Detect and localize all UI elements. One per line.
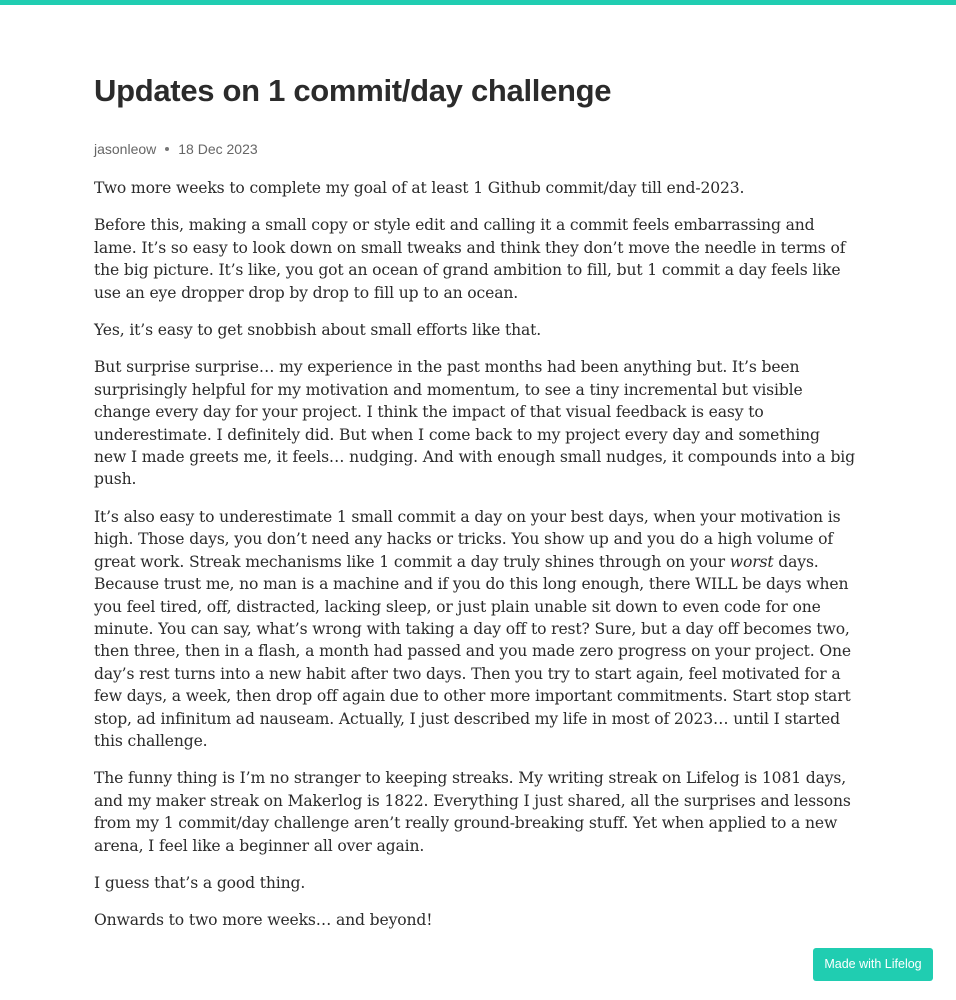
paragraph: Before this, making a small copy or style edit and calling it a commit feels embarrassing and lame. It’s so easy to look down on small tweaks and think they don’t move the needle in terms of the big picture. It’s like, you got an ocean of grand ambition to fill, but 1 commit a day feels like use an eye dropper drop by drop to fill up to an ocean. [94,216,846,302]
paragraph-text: It’s also easy to underestimate 1 small commit a day on your best days, when your motivation is high. Those days, you don’t need any hacks or tricks. You show up and you do a high volume of great work. Streak mechanisms like 1 commit a day truly shines through on your [94,507,841,571]
post-meta [94,140,856,158]
made-with-lifelog-button[interactable]: Made with Lifelog [813,948,933,981]
post-body [94,177,856,932]
post-article [94,70,856,947]
meta-separator-dot [165,147,169,151]
paragraph: Onwards to two more weeks… and beyond! [94,911,433,930]
paragraph: I guess that’s a good thing. [94,873,306,892]
post-date: 18 Dec 2023 [178,141,258,157]
top-accent-bar [0,0,956,5]
emphasis-text: worst [729,552,774,571]
paragraph: But surprise surprise… my experience in the past months had been anything but. It’s been surprisingly helpful for my motivation and momentum, to see a tiny incremental but visible change every day for your project. I think the impact of that visual feedback is easy to underestimate. I definitely did. But when I come back to my project every day and something new I made greets me, it feels… nudging. And with enough small nudges, it compounds into a big push. [94,358,855,489]
paragraph-text: days. Because trust me, no man is a machine and if you do this long enough, there WILL be days when you feel tired, off, distracted, lacking sleep, or just plain unable sit down to even code for one minute. You can say, what’s wrong with taking a day off to rest? Sure, but a day off becomes two, then three, then in a flash, a month had passed and you made zero progress on your project. One day’s rest turns into a new habit after two days. Then you try to start again, feel motivated for a few days, a week, then drop off again due to other more important commitments. Start stop start stop, ad infinitum ad nauseam. Actually, I just described my life in most of 2023… until I started this challenge. [94,552,852,750]
post-title: Updates on 1 commit/day challenge [94,73,612,108]
post-author[interactable]: jasonleow [94,141,157,157]
paragraph: The funny thing is I’m no stranger to keeping streaks. My writing streak on Lifelog is 1081 days, and my maker streak on Makerlog is 1822. Everything I just shared, all the surprises and lessons from my 1 commit/day challenge aren’t really ground-breaking stuff. Yet when applied to a new arena, I feel like a beginner all over again. [94,769,851,855]
paragraph [94,506,856,752]
paragraph: Two more weeks to complete my goal of at least 1 Github commit/day till end-2023. [94,179,745,197]
paragraph: Yes, it’s easy to get snobbish about small efforts like that. [94,321,542,340]
